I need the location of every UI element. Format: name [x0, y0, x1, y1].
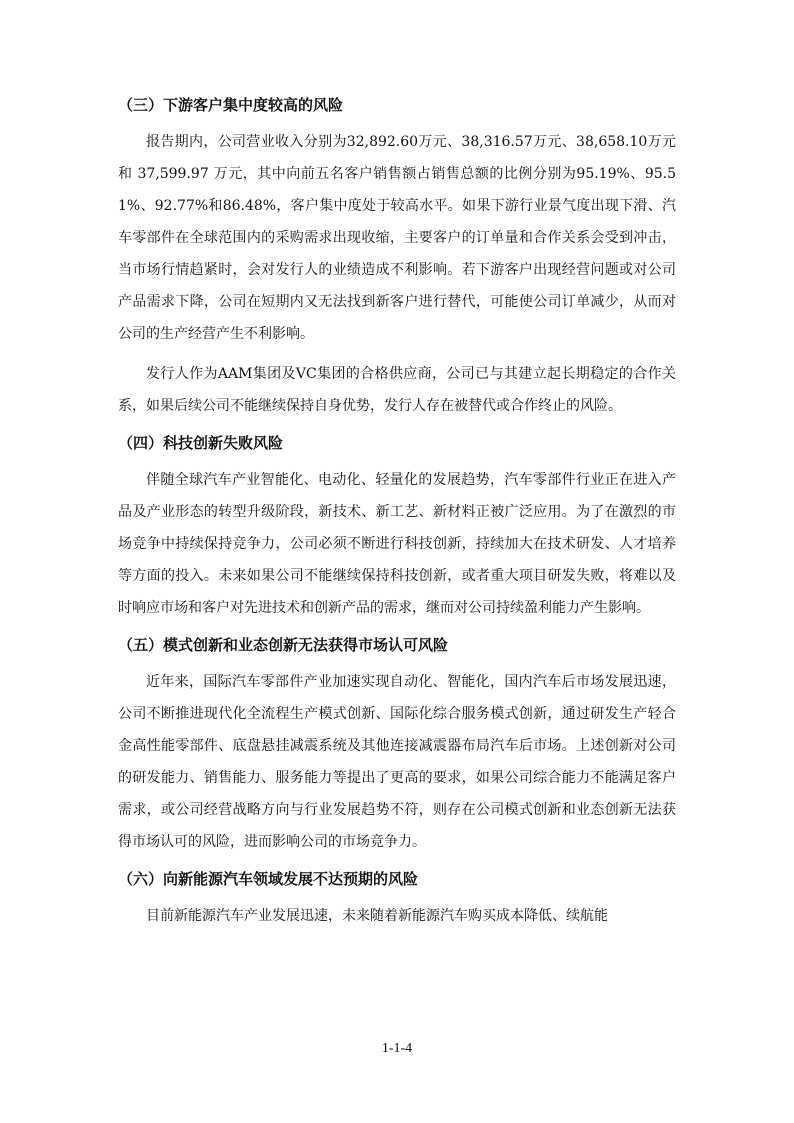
section-heading-downstream-customer-risk: （三）下游客户集中度较高的风险	[118, 96, 344, 114]
paragraph-tech-innovation: 伴随全球汽车产业智能化、电动化、轻量化的发展趋势，汽车零部件行业正在进入产品及产业形态的转型升级阶段，新技术、新工艺、新材料正被广泛应用。为了在激烈的市场竞争中持续保持竞争力，公司必须不断进行科技创新，持续加大在技术研发、人才培养等方面的投入。未来如果公司不能继续保持科技创新，或者重大项目研发失败，将难以及时响应市场和客户对先进技术和创新产品的需求，继而对公司持续盈利能力产生影响。	[118, 472, 676, 616]
section-heading-tech-innovation-risk: （四）科技创新失败风险	[118, 434, 284, 452]
page-number: 1-1-4	[381, 1041, 413, 1056]
section-heading-new-energy-risk: （六）向新能源汽车领域发展不达预期的风险	[118, 870, 419, 888]
paragraph-new-energy: 目前新能源汽车产业发展迅速，未来随着新能源汽车购买成本降低、续航能	[146, 908, 608, 924]
paragraph-customer-concentration: 报告期内，公司营业收入分别为32,892.60万元、38,316.57万元、38,658.10万元和 37,599.97 万元，其中向前五名客户销售额占销售总额的比例分别为95.19%、95.51%、92.77%和86.48%，客户集中度处于较高水平。如果下游行业景气度出现下滑、汽车零部件在全球范围内的采购需求出现收缩，主要客户的订单量和合作关系会受到冲击，当市场行情趋紧时，会对发行人的业绩造成不利影响。若下游客户出现经营问题或对公司产品需求下降，公司在短期内又无法找到新客户进行替代，可能使公司订单减少，从而对公司的生产经营产生不利影响。	[118, 134, 676, 342]
paragraph-qualified-supplier: 发行人作为AAM集团及VC集团的合格供应商，公司已与其建立起长期稳定的合作关系，如果后续公司不能继续保持自身优势，发行人存在被替代或合作终止的风险。	[118, 366, 676, 414]
paragraph-model-innovation: 近年来，国际汽车零部件产业加速实现自动化、智能化，国内汽车后市场发展迅速，公司不断推进现代化全流程生产模式创新、国际化综合服务模式创新，通过研发生产轻合金高性能零部件、底盘悬挂减震系统及其他连接减震器布局汽车后市场。上述创新对公司的研发能力、销售能力、服务能力等提出了更高的要求，如果公司综合能力不能满足客户需求，或公司经营战略方向与行业发展趋势不符，则存在公司模式创新和业态创新无法获得市场认可的风险，进而影响公司的市场竞争力。	[118, 674, 676, 850]
section-heading-model-innovation-risk: （五）模式创新和业态创新无法获得市场认可风险	[118, 636, 449, 654]
document-body	[118, 94, 676, 932]
